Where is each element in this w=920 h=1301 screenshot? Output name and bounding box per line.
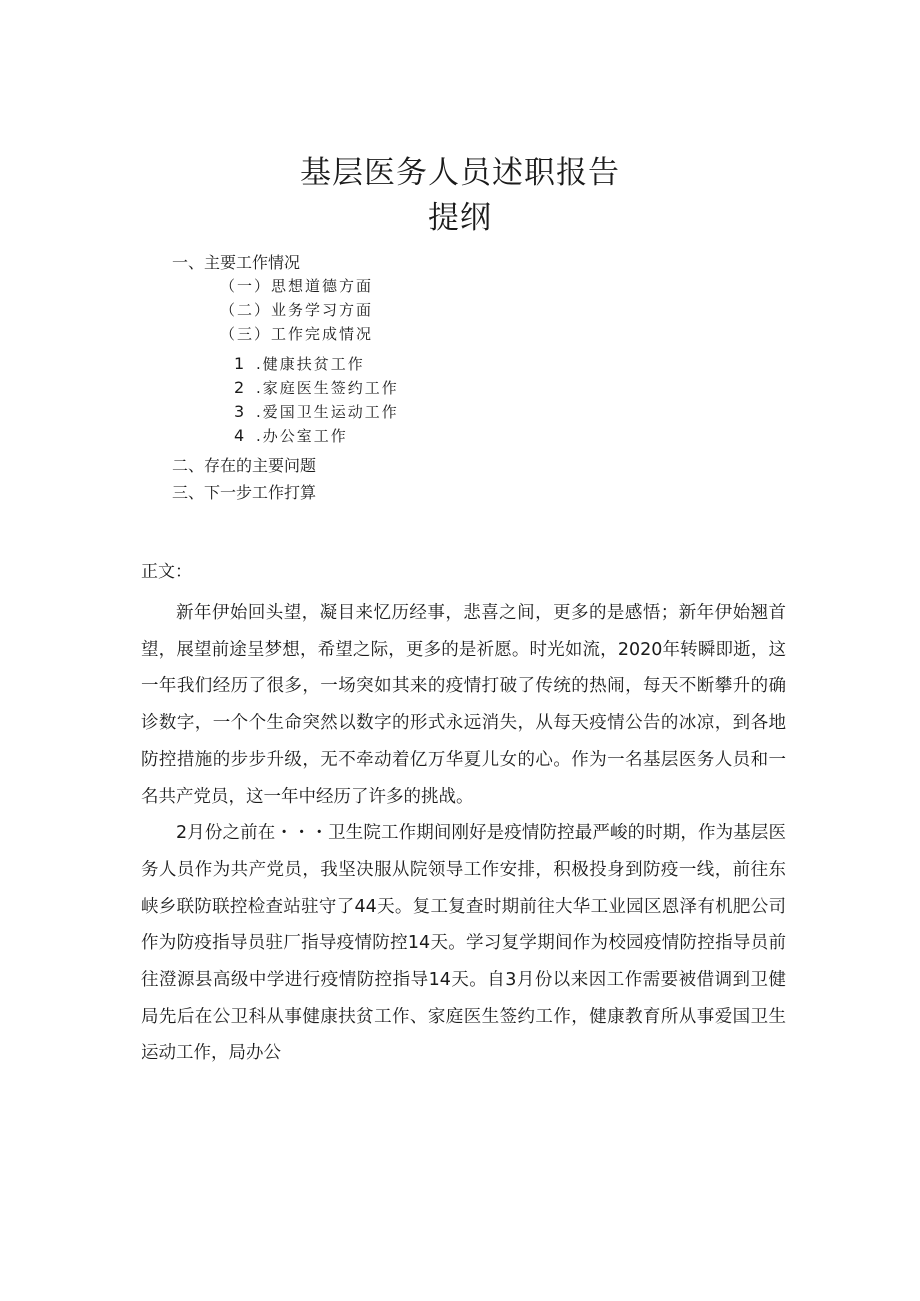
outline-section-1: 一、主要工作情况 — [172, 253, 301, 272]
document-subtitle: 提纲 — [428, 200, 492, 236]
document-title: 基层医务人员述职报告 — [300, 155, 620, 191]
outline-item-number: 3 — [234, 402, 245, 421]
outline-item-text: .爱国卫生运动工作 — [256, 403, 399, 421]
outline-item-1 — [234, 353, 365, 375]
outline-subsection-2: （二）业务学习方面 — [220, 301, 374, 319]
body-text — [141, 595, 786, 1072]
outline-section-2: 二、存在的主要问题 — [172, 456, 317, 475]
body-paragraph-2: 2月份之前在・・・卫生院工作期间刚好是疫情防控最严峻的时期，作为基层医务人员作为共产党员，我坚决服从院领导工作安排，积极投身到防疫一线，前往东峡乡联防联控检查站驻守了44天。复工复查时期前往大华工业园区恩泽有机肥公司作为防疫指导员驻厂指导疫情防控14天。学习复学期间作为校园疫情防控指导员前往澄源县高级中学进行疫情防控指导14天。自3月份以来因工作需要被借调到卫健局先后在公卫科从事健康扶贫工作、家庭医生签约工作，健康教育所从事爱国卫生运动工作，局办公 — [141, 823, 786, 1064]
outline-section-3: 三、下一步工作打算 — [172, 483, 317, 502]
body-paragraph-1: 新年伊始回头望，凝目来忆历经事，悲喜之间，更多的是感悟；新年伊始翘首望，展望前途呈梦想，希望之际，更多的是祈愿。时光如流，2020年转瞬即逝，这一年我们经历了很多，一场突如其来的疫情打破了传统的热闹，每天不断攀升的确诊数字，一个个生命突然以数字的形式永远消失，从每天疫情公告的冰凉，到各地防控措施的步步升级，无不牵动着亿万华夏儿女的心。作为一名基层医务人员和一名共产党员，这一年中经历了许多的挑战。 — [141, 603, 786, 807]
outline-item-text: .家庭医生签约工作 — [256, 379, 399, 397]
outline-item-number: 4 — [234, 426, 245, 445]
outline-item-2 — [234, 377, 399, 399]
body-label: 正文： — [141, 562, 192, 582]
outline-subsection-3: （三）工作完成情况 — [220, 325, 374, 343]
outline-item-text: .健康扶贫工作 — [256, 355, 365, 373]
outline-item-number: 2 — [234, 378, 245, 397]
outline-item-4 — [234, 425, 348, 447]
outline-subsection-1: （一）思想道德方面 — [220, 277, 374, 295]
outline-item-3 — [234, 401, 399, 423]
outline-item-text: .办公室工作 — [256, 427, 348, 445]
outline-item-number: 1 — [234, 354, 245, 373]
